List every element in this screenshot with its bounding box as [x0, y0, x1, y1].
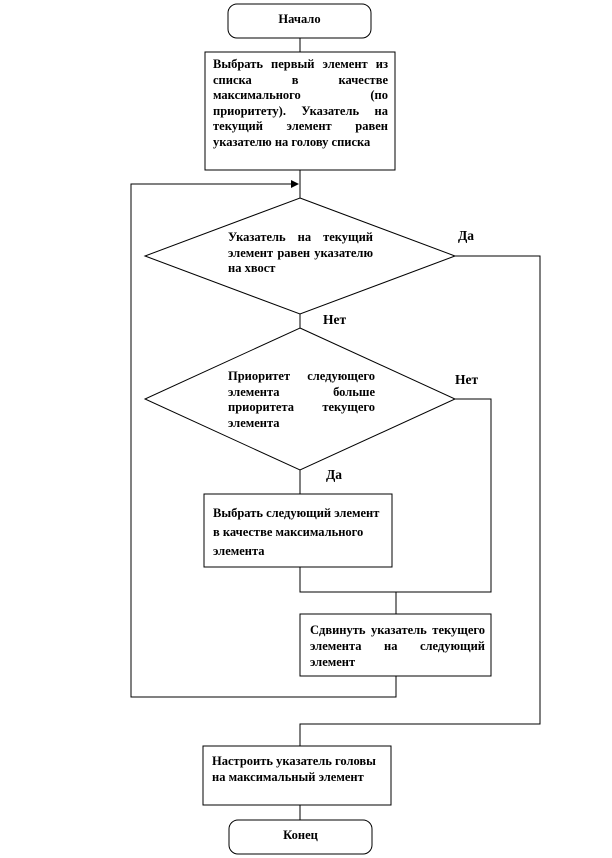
- shift-pointer-text: Сдвинуть указатель текущего элемента на следующий элемент: [310, 623, 485, 669]
- init-step-text: Выбрать первый элемент из списка в качестве максимального (по приоритету). Указатель на текущий элемент равен указателю на голову списка: [213, 57, 388, 149]
- select-next-text: Выбрать следующий элемент в качестве максимального элемента: [213, 506, 380, 558]
- connector-select-merge: [300, 567, 396, 614]
- end-label: Конец: [283, 828, 318, 842]
- tail-yes-label: Да: [458, 228, 475, 243]
- start-label: Начало: [278, 12, 321, 26]
- tail-no-label: Нет: [323, 312, 347, 327]
- priority-condition-text: Приоритет следующего элемента больше приоритета текущего элемента: [228, 369, 375, 430]
- priority-no-label: Нет: [455, 372, 479, 387]
- priority-yes-label: Да: [326, 467, 343, 482]
- set-head-text: Настроить указатель головы на максимальный элемент: [212, 754, 376, 784]
- tail-condition-text: Указатель на текущий элемент равен указателю на хвост: [228, 230, 373, 275]
- connector-priority-no: [396, 399, 491, 592]
